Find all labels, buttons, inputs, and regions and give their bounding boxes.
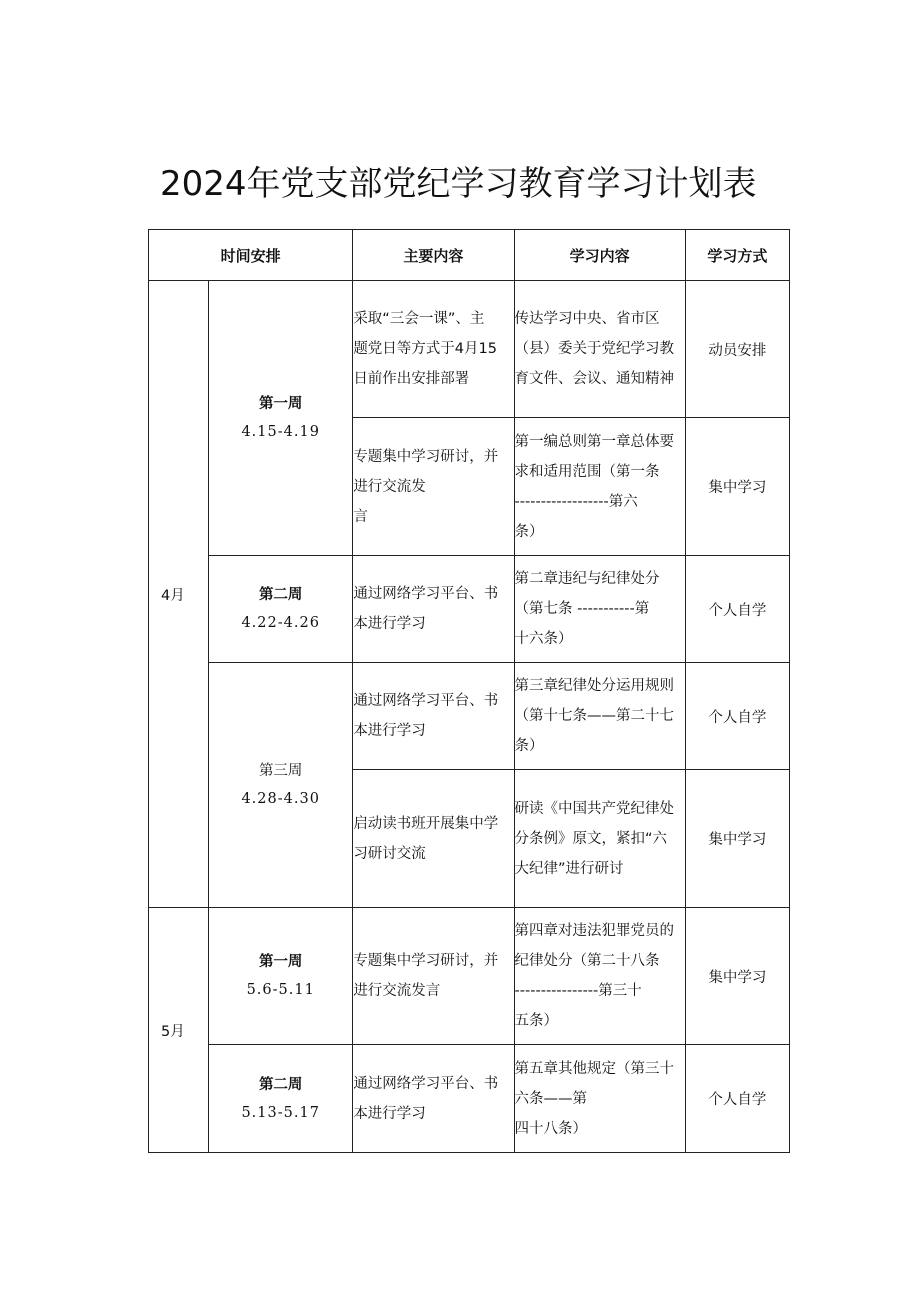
table-row (149, 556, 790, 663)
main-content-cell (353, 281, 514, 418)
study-content-cell (514, 418, 685, 556)
text-line: 习研讨交流 (353, 845, 426, 862)
text-line: 第三章纪律处分运用规则 (514, 678, 675, 694)
study-method-cell: 个人自学 (685, 1045, 789, 1153)
header-study: 学习内容 (514, 230, 685, 281)
week-label: 第一周 (258, 954, 303, 970)
week-cell (209, 908, 353, 1045)
main-content-cell (353, 418, 514, 556)
header-way: 学习方式 (685, 230, 789, 281)
text-line: 采取“三会一课”、主 (353, 311, 485, 327)
text-line: 本进行学习 (353, 1105, 426, 1122)
text-line: 题党日等方式于4月15 (353, 341, 497, 357)
week-label: 第三周 (258, 763, 303, 779)
week-cell (209, 1045, 353, 1153)
week-cell (209, 663, 353, 908)
text-line: 本进行学习 (353, 616, 426, 632)
week-label: 第二周 (258, 1076, 303, 1093)
week-date: 5.6-5.11 (246, 982, 315, 998)
text-line: 进行交流发 (353, 478, 426, 495)
text-line: 大纪律”进行研讨 (514, 860, 624, 877)
study-content-cell (514, 281, 685, 418)
study-method-cell: 集中学习 (685, 418, 789, 556)
text-line: 条） (514, 523, 544, 540)
study-method-cell: 个人自学 (685, 663, 789, 770)
text-line: 育文件、会议、通知精神 (514, 371, 675, 387)
table-row (149, 281, 790, 418)
text-line: 传达学习中央、省市区 (514, 311, 660, 327)
week-cell (209, 556, 353, 663)
text-line: 启动读书班开展集中学 (353, 815, 499, 832)
page-title: 2024年党支部党纪学习教育学习计划表 (160, 164, 757, 204)
month-cell (149, 908, 209, 1153)
main-content-cell (353, 908, 514, 1045)
table-header-row (149, 230, 790, 281)
text-line: 通过网络学习平台、书 (353, 693, 499, 709)
text-line: 第四章对违法犯罪党员的 (514, 923, 675, 939)
week-date: 4.22-4.26 (241, 615, 320, 631)
text-line: 四十八条） (514, 1120, 588, 1137)
study-content-cell (514, 908, 685, 1045)
week-date: 4.28-4.30 (241, 791, 320, 807)
table-row (149, 663, 790, 770)
header-time: 时间安排 (149, 230, 353, 281)
text-line: 五条） (514, 1013, 559, 1029)
text-line: 纪律处分（第二十八条 (514, 953, 660, 969)
week-cell (209, 281, 353, 556)
study-method-cell: 个人自学 (685, 556, 789, 663)
header-main: 主要内容 (353, 230, 514, 281)
main-content-cell (353, 556, 514, 663)
month-label: 5月 (161, 1023, 185, 1040)
text-line: 分条例》原文，紧扣“六 (514, 830, 668, 847)
week-date: 5.13-5.17 (241, 1104, 320, 1121)
text-line: 第二章违纪与纪律处分 (514, 571, 660, 587)
text-line: 通过网络学习平台、书 (353, 1075, 499, 1092)
table-row (149, 908, 790, 1045)
text-line: 言 (353, 508, 368, 525)
text-line: 第一编总则第一章总体要 (514, 433, 675, 450)
study-content-cell (514, 556, 685, 663)
text-line: 第五章其他规定（第三十 (514, 1060, 675, 1077)
text-line: 进行交流发言 (353, 983, 441, 999)
week-date: 4.15-4.19 (241, 424, 320, 440)
main-content-cell (353, 770, 514, 908)
text-line: （第十七条——第二十七 (514, 708, 675, 724)
text-line: ------------------第六 (514, 493, 638, 510)
study-method-cell: 动员安排 (685, 281, 789, 418)
text-line: 条） (514, 738, 544, 754)
text-line: 研读《中国共产党纪律处 (514, 800, 675, 817)
study-method-cell: 集中学习 (685, 908, 789, 1045)
text-line: 十六条） (514, 631, 573, 647)
month-label: 4月 (161, 587, 185, 604)
study-content-cell (514, 663, 685, 770)
text-line: 六条——第 (514, 1090, 588, 1107)
text-line: 日前作出安排部署 (353, 371, 470, 387)
text-line: 本进行学习 (353, 723, 426, 739)
main-content-cell (353, 663, 514, 770)
week-label: 第一周 (258, 396, 303, 412)
text-line: （第七条 -----------第 (514, 601, 650, 617)
table-row (149, 1045, 790, 1153)
text-line: 专题集中学习研讨，并 (353, 448, 499, 465)
text-line: ----------------第三十 (514, 983, 642, 999)
study-content-cell (514, 770, 685, 908)
study-content-cell (514, 1045, 685, 1153)
study-method-cell: 集中学习 (685, 770, 789, 908)
text-line: 求和适用范围（第一条 (514, 463, 660, 480)
text-line: 通过网络学习平台、书 (353, 586, 499, 602)
week-label: 第二周 (258, 587, 303, 603)
study-plan-table (148, 229, 790, 1153)
month-cell (149, 281, 209, 908)
main-content-cell (353, 1045, 514, 1153)
text-line: （县）委关于党纪学习教 (514, 341, 675, 357)
text-line: 专题集中学习研讨，并 (353, 953, 499, 969)
